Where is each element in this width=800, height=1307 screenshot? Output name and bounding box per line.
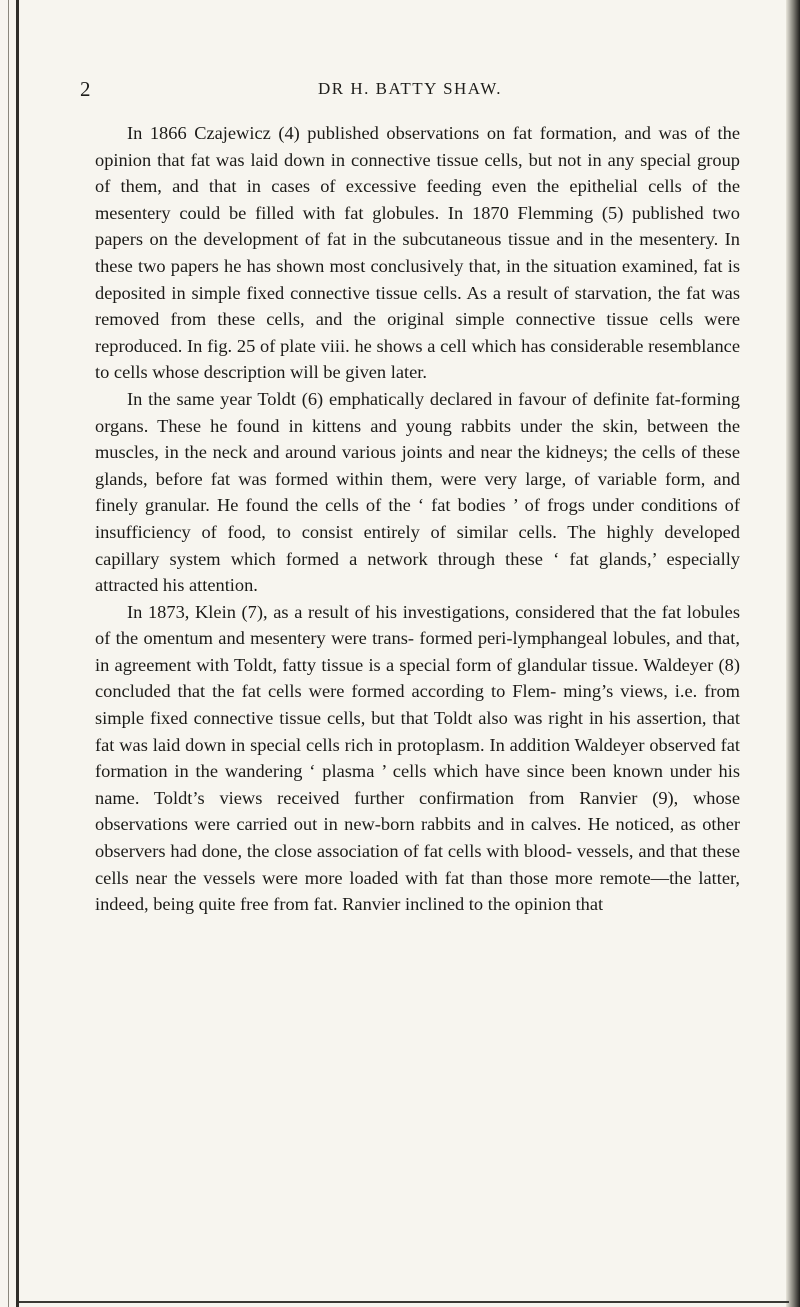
- page-number: 2: [80, 77, 91, 101]
- paragraph: In 1866 Czajewicz (4) published observations on fat formation, and was of the opinion that fat was laid down in connective tissue cells, but not in any special group of them, and that in cases of excessive feeding even the epithelial cells of the mesentery could be filled with fat globules. In 1870 Flemming (5) published two papers on the development of fat in the subcutaneous tissue and in the mesentery. In these two papers he has shown most conclusively that, in the situation examined, fat is deposited in simple fixed connective tissue cells. As a result of starvation, the fat was removed from these cells, and the original simple connective tissue cells were reproduced. In fig. 25 of plate viii. he shows a cell which has considerable resemblance to cells whose description will be given later.: [95, 123, 740, 383]
- page-right-edge-shadow: [786, 0, 800, 1307]
- page-edge-thin-rule: [8, 0, 9, 1307]
- paragraph: In the same year Toldt (6) emphatically declared in favour of definite fat-forming organs. These he found in kittens and young rabbits under the skin, between the muscles, in the neck and around various joints and near the kidneys; the cells of these glands, before fat was formed within them, were very large, of variable form, and finely granular. He found the cells of the ‘ fat bodies ’ of frogs under conditions of insufficiency of food, to consist entirely of similar cells. The highly developed capillary system which formed a network through these ‘ fat glands,’ especially attracted his attention.: [95, 388, 740, 596]
- page-gutter-rule: [16, 0, 19, 1307]
- paragraph: In 1873, Klein (7), as a result of his investigations, considered that the fat lobules of the omentum and mesentery were trans- formed peri-lymphangeal lobules, and that, in agreement with Toldt, fatty tissue is a special form of glandular tissue. Waldeyer (8) concluded that the fat cells were formed according to Flem- ming’s views, i.e. from simple fixed connective tissue cells, but that Toldt also was right in his assertion, that fat was laid down in special cells rich in protoplasm. In addition Waldeyer observed fat formation in the wandering ‘ plasma ’ cells which have since been known under his name. Toldt’s views received further confirmation from Ranvier (9), whose observations were carried out in new-born rabbits and in calves. He noticed, as other observers had done, the close association of fat cells with blood- vessels, and that these cells near the vessels were more loaded with fat than those more remote—the latter, indeed, being quite free from fat. Ranvier inclined to the opinion that: [95, 601, 740, 915]
- page-header: [80, 76, 740, 102]
- body-text: [95, 120, 740, 918]
- running-head: DR H. BATTY SHAW.: [318, 79, 502, 98]
- page-bottom-rule: [19, 1301, 789, 1303]
